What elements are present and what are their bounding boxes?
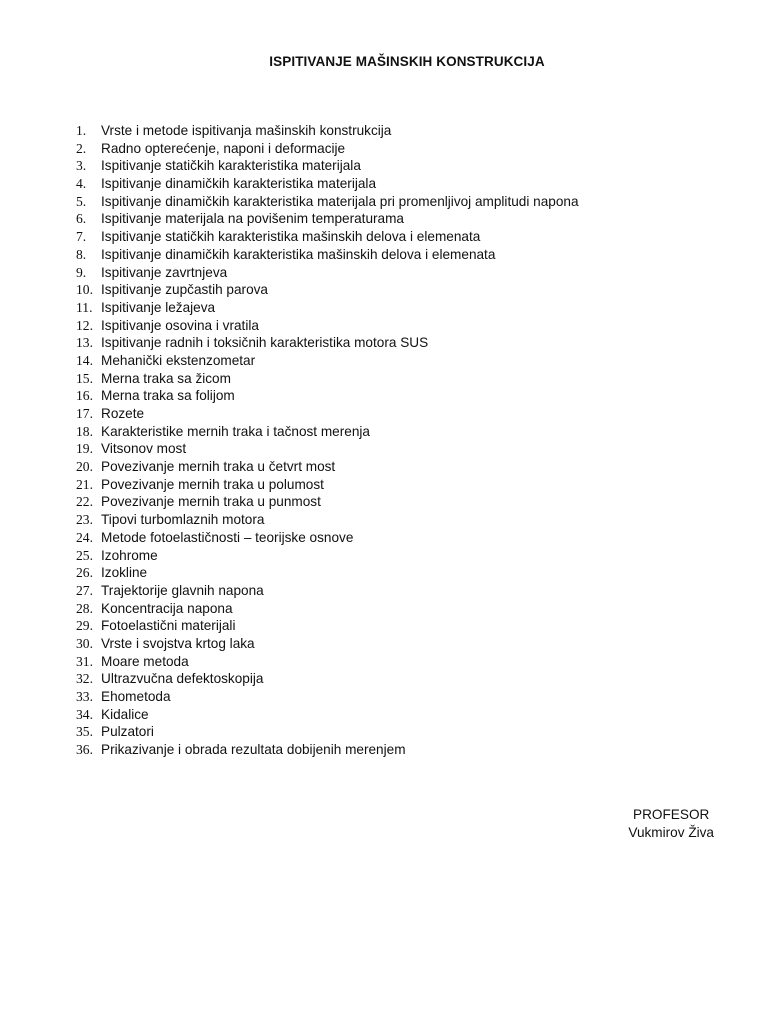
list-item <box>76 600 579 618</box>
list-item <box>76 688 579 706</box>
list-item <box>76 140 579 158</box>
list-item-number: 22. <box>76 494 93 510</box>
list-item <box>76 547 579 565</box>
list-item <box>76 653 579 671</box>
list-item <box>76 635 579 653</box>
list-item <box>76 423 579 441</box>
list-item-text: Metode fotoelastičnosti – teorijske osnove <box>101 529 354 545</box>
list-item <box>76 476 579 494</box>
list-item <box>76 246 579 264</box>
list-item-number: 11. <box>76 299 93 315</box>
list-item-number: 35. <box>76 724 93 740</box>
list-item-text: Povezivanje mernih traka u polumost <box>101 476 324 492</box>
list-item-number: 5. <box>76 193 87 209</box>
list-item <box>76 228 579 246</box>
signature-name: Vukmirov Živa <box>628 825 714 840</box>
signature-role: PROFESOR <box>633 807 710 822</box>
list-item <box>76 175 579 193</box>
list-item-text: Ispitivanje zavrtnjeva <box>101 264 228 280</box>
list-item-number: 25. <box>76 547 93 563</box>
list-item-number: 2. <box>76 140 87 156</box>
list-item-number: 10. <box>76 282 93 298</box>
list-item-number: 28. <box>76 600 93 616</box>
list-item <box>76 264 579 282</box>
list-item <box>76 511 579 529</box>
list-item-text: Trajektorije glavnih napona <box>101 582 264 598</box>
list-item-text: Pulzatori <box>101 724 154 740</box>
topic-list <box>76 122 579 759</box>
list-item-text: Karakteristike mernih traka i tačnost merenja <box>101 423 370 439</box>
list-item <box>76 564 579 582</box>
list-item-text: Mehanički ekstenzometar <box>101 352 256 368</box>
list-item-number: 3. <box>76 158 87 174</box>
list-item-text: Ispitivanje materijala na povišenim temperaturama <box>101 211 404 227</box>
list-item-number: 32. <box>76 671 93 687</box>
list-item-text: Ehometoda <box>101 689 171 704</box>
list-item <box>76 582 579 600</box>
list-item <box>76 210 579 228</box>
list-item-number: 29. <box>76 618 93 634</box>
list-item-number: 17. <box>76 406 93 421</box>
list-item-number: 4. <box>76 176 87 192</box>
list-item-text: Moare metoda <box>101 653 189 669</box>
list-item-text: Radno opterećenje, naponi i deformacije <box>101 140 346 156</box>
list-item <box>76 122 579 140</box>
list-item-number: 13. <box>76 335 93 351</box>
list-item-text: Povezivanje mernih traka u punmost <box>101 494 321 510</box>
list-item-text: Ultrazvučna defektoskopija <box>101 671 264 687</box>
list-item-number: 9. <box>76 264 87 280</box>
list-item-number: 14. <box>76 352 93 368</box>
list-item-text: Ispitivanje dinamičkih karakteristika materijala pri promenljivoj amplitudi napona <box>101 193 579 209</box>
list-item <box>76 317 579 335</box>
list-item-number: 30. <box>76 635 93 651</box>
list-item <box>76 334 579 352</box>
list-item <box>76 617 579 635</box>
list-item <box>76 440 579 458</box>
list-item-text: Ispitivanje statičkih karakteristika mašinskih delova i elemenata <box>101 229 481 245</box>
list-item <box>76 352 579 370</box>
list-item-number: 31. <box>76 653 93 669</box>
list-item-number: 33. <box>76 689 93 704</box>
list-item-number: 18. <box>76 423 93 439</box>
list-item-text: Kidalice <box>101 706 149 722</box>
list-item <box>76 193 579 211</box>
list-item-text: Rozete <box>101 406 145 421</box>
list-item-number: 15. <box>76 370 93 386</box>
list-item-text: Ispitivanje osovina i vratila <box>101 317 259 333</box>
list-item <box>76 723 579 741</box>
list-item <box>76 299 579 317</box>
list-item-number: 23. <box>76 512 93 528</box>
list-item-number: 19. <box>76 441 93 457</box>
list-item <box>76 157 579 175</box>
list-item-text: Ispitivanje dinamičkih karakteristika materijala <box>101 176 377 192</box>
list-item-text: Prikazivanje i obrada rezultata dobijenih merenjem <box>101 742 406 758</box>
list-item-number: 20. <box>76 459 93 475</box>
list-item-text: Izohrome <box>101 547 158 563</box>
list-item-number: 24. <box>76 529 93 545</box>
page-title: ISPITIVANJE MAŠINSKIH KONSTRUKCIJA <box>269 54 545 69</box>
list-item-number: 21. <box>76 476 93 492</box>
list-item-text: Ispitivanje dinamičkih karakteristika mašinskih delova i elemenata <box>101 246 496 262</box>
list-item-text: Merna traka sa folijom <box>101 388 235 404</box>
list-item <box>76 281 579 299</box>
list-item-number: 16. <box>76 388 93 404</box>
list-item-text: Ispitivanje radnih i toksičnih karakteristika motora SUS <box>101 335 429 351</box>
list-item-number: 1. <box>76 123 87 138</box>
list-item-text: Povezivanje mernih traka u četvrt most <box>101 459 336 475</box>
list-item <box>76 370 579 388</box>
list-item <box>76 741 579 759</box>
list-item-number: 7. <box>76 229 87 245</box>
list-item-text: Fotoelastični materijali <box>101 618 236 634</box>
list-item <box>76 387 579 405</box>
list-item-text: Tipovi turbomlaznih motora <box>101 512 265 528</box>
list-item-text: Ispitivanje ležajeva <box>101 299 216 315</box>
list-item-number: 12. <box>76 317 93 333</box>
list-item-text: Izokline <box>101 565 148 581</box>
list-item-text: Koncentracija napona <box>101 600 233 616</box>
list-item-number: 26. <box>76 565 93 581</box>
list-item-number: 27. <box>76 582 93 598</box>
list-item <box>76 405 579 423</box>
list-item <box>76 706 579 724</box>
list-item-text: Merna traka sa žicom <box>101 370 231 386</box>
list-item-text: Ispitivanje statičkih karakteristika materijala <box>101 158 361 174</box>
list-item <box>76 529 579 547</box>
signature-block <box>628 806 714 842</box>
list-item-text: Vitsonov most <box>101 441 187 457</box>
list-item-number: 8. <box>76 246 87 262</box>
list-item <box>76 670 579 688</box>
list-item-number: 6. <box>76 211 87 227</box>
list-item <box>76 458 579 476</box>
list-item-text: Vrste i svojstva krtog laka <box>101 635 255 651</box>
list-item-number: 34. <box>76 706 93 722</box>
list-item-text: Vrste i metode ispitivanja mašinskih konstrukcija <box>101 123 392 138</box>
list-item-text: Ispitivanje zupčastih parova <box>101 282 268 298</box>
list-item-number: 36. <box>76 742 93 758</box>
list-item <box>76 493 579 511</box>
